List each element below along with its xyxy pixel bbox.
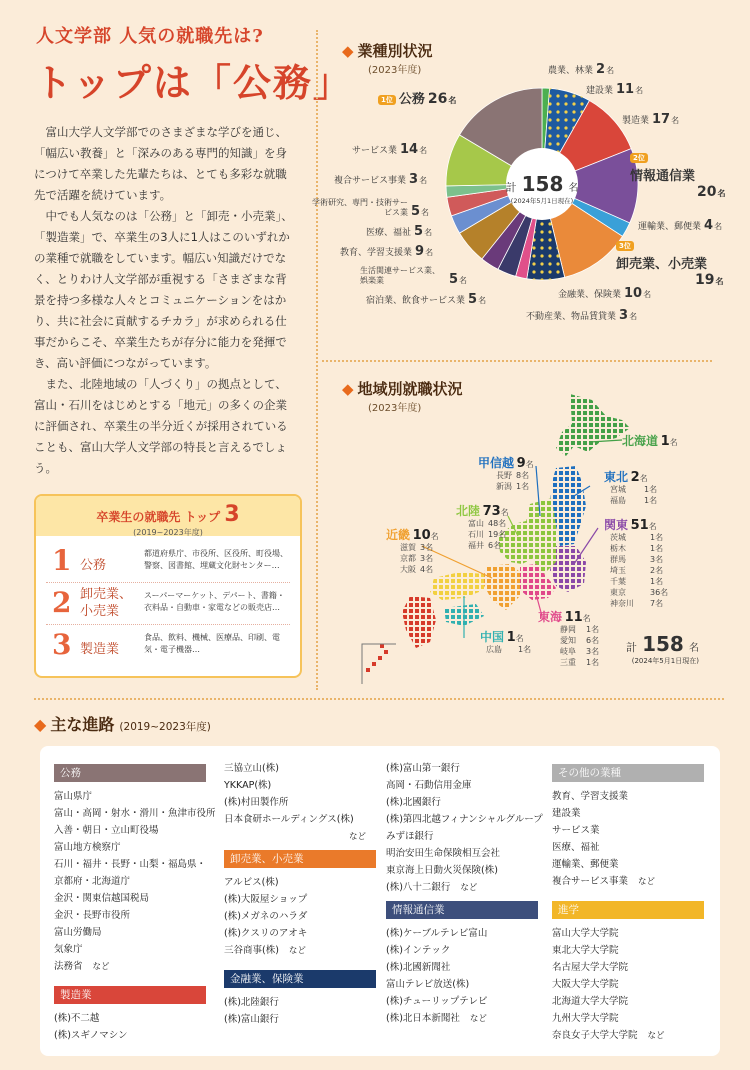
list-item: 教育、学習支援業 xyxy=(552,791,629,802)
category-label: 金融業、保険業 xyxy=(224,970,376,988)
pie-label: 不動産業、物品賃貸業 3名 xyxy=(526,308,638,323)
industry-section-title xyxy=(342,40,433,76)
rank-row xyxy=(46,542,290,583)
list-item: (株)不二越 xyxy=(54,1013,100,1024)
category-label: その他の業種 xyxy=(552,764,704,782)
career-panel xyxy=(40,746,720,1056)
top3-title-num: 3 xyxy=(224,502,240,527)
list-item: 富山県庁 xyxy=(54,791,93,802)
list-item: (株)八十二銀行 など xyxy=(386,882,478,893)
intro-paragraph: また、北陸地域の「人づくり」の拠点として、富山・石川をはじめとする「地元」の多くの企業に評価され、卒業生の半分近くが採用されていることも、富山大学人文学部の特長と言えるでしょう。 xyxy=(34,377,288,475)
rank-number: 1 xyxy=(52,544,72,577)
list-item: 複合サービス事業 など xyxy=(552,876,656,887)
list-item: 九州大学大学院 xyxy=(552,1013,619,1024)
rank-row xyxy=(46,584,290,625)
crown-icon: 1位 xyxy=(378,95,396,105)
pie-label: 宿泊業、飲食サービス業 5名 xyxy=(366,292,487,307)
region-label-tohoku: 東北 2名 宮城 1名 福島 1名 xyxy=(604,470,658,505)
intro-paragraph: 富山大学人文学部でのさまざまな学びを通じ、「幅広い教養」と「深みのある専門的知識」を身につけて卒業した先輩たちは、とても多彩な就職先で活躍を続けています。 xyxy=(34,125,287,202)
intro-text xyxy=(34,122,298,479)
pie-label: 建設業 11名 xyxy=(586,82,644,97)
list-item: 三協立山(株) xyxy=(224,763,279,774)
category-label: 卸売業、小売業 xyxy=(224,850,376,868)
career-column xyxy=(224,760,374,1028)
list-item: アルビス(株) xyxy=(224,877,279,888)
pie-total-label: 計 xyxy=(505,181,517,194)
list-item: 高岡・石動信用金庫 xyxy=(386,780,472,791)
pie-label: サービス業 14名 xyxy=(352,142,428,157)
list-item: YKKAP(株) xyxy=(224,780,272,791)
top3-box xyxy=(34,494,302,678)
list-item: (株)ケーブルテレビ富山 xyxy=(386,928,488,939)
career-subtitle: (2019~2023年度) xyxy=(119,721,211,733)
pie-label: 製造業 17名 xyxy=(622,112,680,127)
pie-label: 学術研究、専門・技術サービス業 5名 xyxy=(312,198,430,219)
chugoku-region xyxy=(430,572,484,600)
region-label-chugoku: 中国 1名 広島 1名 xyxy=(480,630,532,654)
kicker: 人文学部 人気の就職先は? xyxy=(36,26,264,47)
list-item: 富山大学大学院 xyxy=(552,928,619,939)
diamond-icon: ◆ xyxy=(342,42,354,60)
list-item: (株)村田製作所 xyxy=(224,797,289,808)
region-label-hokuriku: 北陸 73名 富山 48名 石川 19名 福井 6名 xyxy=(456,504,509,550)
kyushu-region xyxy=(402,596,436,648)
pie-total xyxy=(490,172,594,205)
list-item: 入善・朝日・立山町役場 xyxy=(54,825,159,836)
list-item: (株)インテック xyxy=(386,945,451,956)
career-column xyxy=(552,760,702,1045)
pie-total-value: 158 xyxy=(521,172,564,196)
list-item: 金沢・関東信越国税局 xyxy=(54,893,150,904)
list-item: 気象庁 xyxy=(54,944,83,955)
list-item: 富山テレビ放送(株) xyxy=(386,979,470,990)
pie-total-unit: 名 xyxy=(568,183,579,194)
list-item: (株)大阪屋ショップ xyxy=(224,894,308,905)
rank-description: 食品、飲料、機械、医療品、印刷、電気・電子機器… xyxy=(144,633,280,654)
industry-subtitle: (2023年度) xyxy=(368,65,422,76)
list-item: 東北大学大学院 xyxy=(552,945,619,956)
rank-description: 都道府県庁、市役所、区役所、町役場、警察、図書館、埋蔵文化財センター… xyxy=(144,549,288,570)
list-item: 奈良女子大学大学院 など xyxy=(552,1030,665,1041)
career-section-title: ◆ 主な進路 (2019~2023年度) xyxy=(34,715,211,734)
vertical-divider xyxy=(316,30,318,690)
pie-total-date: (2024年5月1日現在) xyxy=(510,197,574,205)
list-item: 富山・高岡・射水・滑川・魚津市役所 xyxy=(54,808,216,819)
pie-label: 教育、学習支援業 9名 xyxy=(340,244,434,259)
crown-icon: 2位 xyxy=(630,153,648,163)
list-item: 三谷商事(株) など xyxy=(224,945,306,956)
list-item: 明治安田生命保険相互会社 xyxy=(386,848,501,859)
category-label: 公務 xyxy=(54,764,206,782)
pie-label: 生活関連サービス業、娯楽業 5名 xyxy=(360,266,468,287)
career-column xyxy=(54,760,216,1044)
region-total: 計 158 名 (2024年5月1日現在) xyxy=(626,632,699,665)
list-item: (株)北國銀行 xyxy=(386,797,441,808)
hokkaido-region xyxy=(556,394,630,456)
list-item: 金沢・長野市役所 xyxy=(54,910,131,921)
list-item: (株)メガネのハラダ xyxy=(224,911,308,922)
region-title: 地域別就職状況 xyxy=(357,380,463,398)
rank-number: 2 xyxy=(52,586,72,619)
pie-label: 1位 公務 26名 xyxy=(378,88,456,107)
region-subtitle: (2023年度) xyxy=(368,403,422,414)
list-item: (株)富山銀行 xyxy=(224,1014,279,1025)
list-item: 北海道大学大学院 xyxy=(552,996,629,1007)
industry-title: 業種別状況 xyxy=(357,42,433,60)
list-item: 大阪大学大学院 xyxy=(552,979,619,990)
region-label-hokkaido: 北海道 1名 xyxy=(622,434,678,449)
top3-title: 卒業生の就職先 トップ xyxy=(96,510,221,524)
rank-name: 公務 xyxy=(80,558,107,573)
headline: トップは「公務」 xyxy=(34,60,353,105)
pie-label: 金融業、保険業 10名 xyxy=(558,286,652,301)
top3-subtitle: (2019~2023年度) xyxy=(133,528,203,537)
category-label: 製造業 xyxy=(54,986,206,1004)
list-item: 名古屋大学大学院 xyxy=(552,962,629,973)
horizontal-divider xyxy=(322,360,712,362)
category-label: 情報通信業 xyxy=(386,901,538,919)
list-item: (株)チューリップテレビ xyxy=(386,996,488,1007)
rank-name: 製造業 xyxy=(80,642,120,657)
okinawa-islands xyxy=(366,644,388,672)
list-item: (株)北陸銀行 xyxy=(224,997,279,1008)
pie-label: 2位 情報通信業 20名 xyxy=(630,153,726,200)
region-label-kinki: 近畿 10名 滋賀 3名 京都 3名 大阪 4名 xyxy=(386,528,439,574)
list-item: 石川・福井・長野・山梨・福島県・ xyxy=(54,859,207,870)
region-label-tokai: 東海 11名 静岡 1名 愛知 6名 岐阜 3名 三重 1名 xyxy=(538,610,600,667)
list-item: サービス業 xyxy=(552,825,600,836)
list-item: (株)富山第一銀行 xyxy=(386,763,460,774)
career-column xyxy=(386,760,543,1028)
region-label-kanto: 関東 51名 茨城 1名 栃木 1名 群馬 3名 埼玉 2名 千葉 1名 東京 36名 神奈川 7名 xyxy=(604,518,669,608)
diamond-icon: ◆ xyxy=(342,380,354,398)
list-item: みずほ銀行 xyxy=(386,831,434,842)
list-item: (株)北國新聞社 xyxy=(386,962,451,973)
list-item: 東京海上日動火災保険(株) xyxy=(386,865,498,876)
pie-label: 3位 卸売業、小売業 19名 xyxy=(616,241,724,288)
kinki-region xyxy=(482,564,520,610)
horizontal-divider xyxy=(34,698,724,700)
rank-number: 3 xyxy=(52,628,72,661)
list-item: 日本食研ホールディングス(株) xyxy=(224,814,354,825)
list-item: 富山労働局 xyxy=(54,927,102,938)
region-label-koshinetsu: 甲信越 9名 長野 8名 新潟 1名 xyxy=(478,456,534,491)
pie-label: 複合サービス事業 3名 xyxy=(334,172,428,187)
category-label: 進学 xyxy=(552,901,704,919)
list-item: 医療、福祉 xyxy=(552,842,600,853)
list-item: 法務省 など xyxy=(54,961,110,972)
pie-label: 運輸業、郵便業 4名 xyxy=(638,218,723,233)
diamond-icon: ◆ xyxy=(34,715,47,734)
list-item: 富山地方検察庁 xyxy=(54,842,121,853)
list-item: 建設業 xyxy=(552,808,581,819)
pie-label: 農業、林業 2名 xyxy=(548,62,615,77)
crown-icon: 3位 xyxy=(616,241,634,251)
list-item: (株)第四北越フィナンシャルグループ xyxy=(386,814,543,825)
pie-label: 医療、福祉 5名 xyxy=(366,224,433,239)
rank-row xyxy=(46,626,290,666)
list-item: (株)スギノマシン xyxy=(54,1030,128,1041)
list-item: (株)クスリのアオキ xyxy=(224,928,308,939)
list-item: (株)北日本新聞社 など xyxy=(386,1013,487,1024)
rank-description: スーパーマーケット、デパート、書籍・衣料品・自動車・家電などの販売店… xyxy=(144,591,285,612)
list-item: など xyxy=(348,832,366,842)
list-item: 運輸業、郵便業 xyxy=(552,859,619,870)
list-item: 京都府・北海道庁 xyxy=(54,876,131,887)
intro-paragraph: 中でも人気なのは「公務」と「卸売・小売業」、「製造業」で、卒業生の3人に1人はこのいずれかの業種で就職をしています。幅広い知識だけでなく、とりわけ人文学部が重視する「さまざまな背景を持つ多様な人々とコミュニケーションをはかり、共に社会に貢献するチカラ」が求められる仕事だからこそ、卒業生たちが存分に能力を発揮でき、高い評価につながっています。 xyxy=(34,209,293,370)
rank-name: 卸売業、小売業 xyxy=(80,587,133,619)
top3-header xyxy=(36,496,300,536)
